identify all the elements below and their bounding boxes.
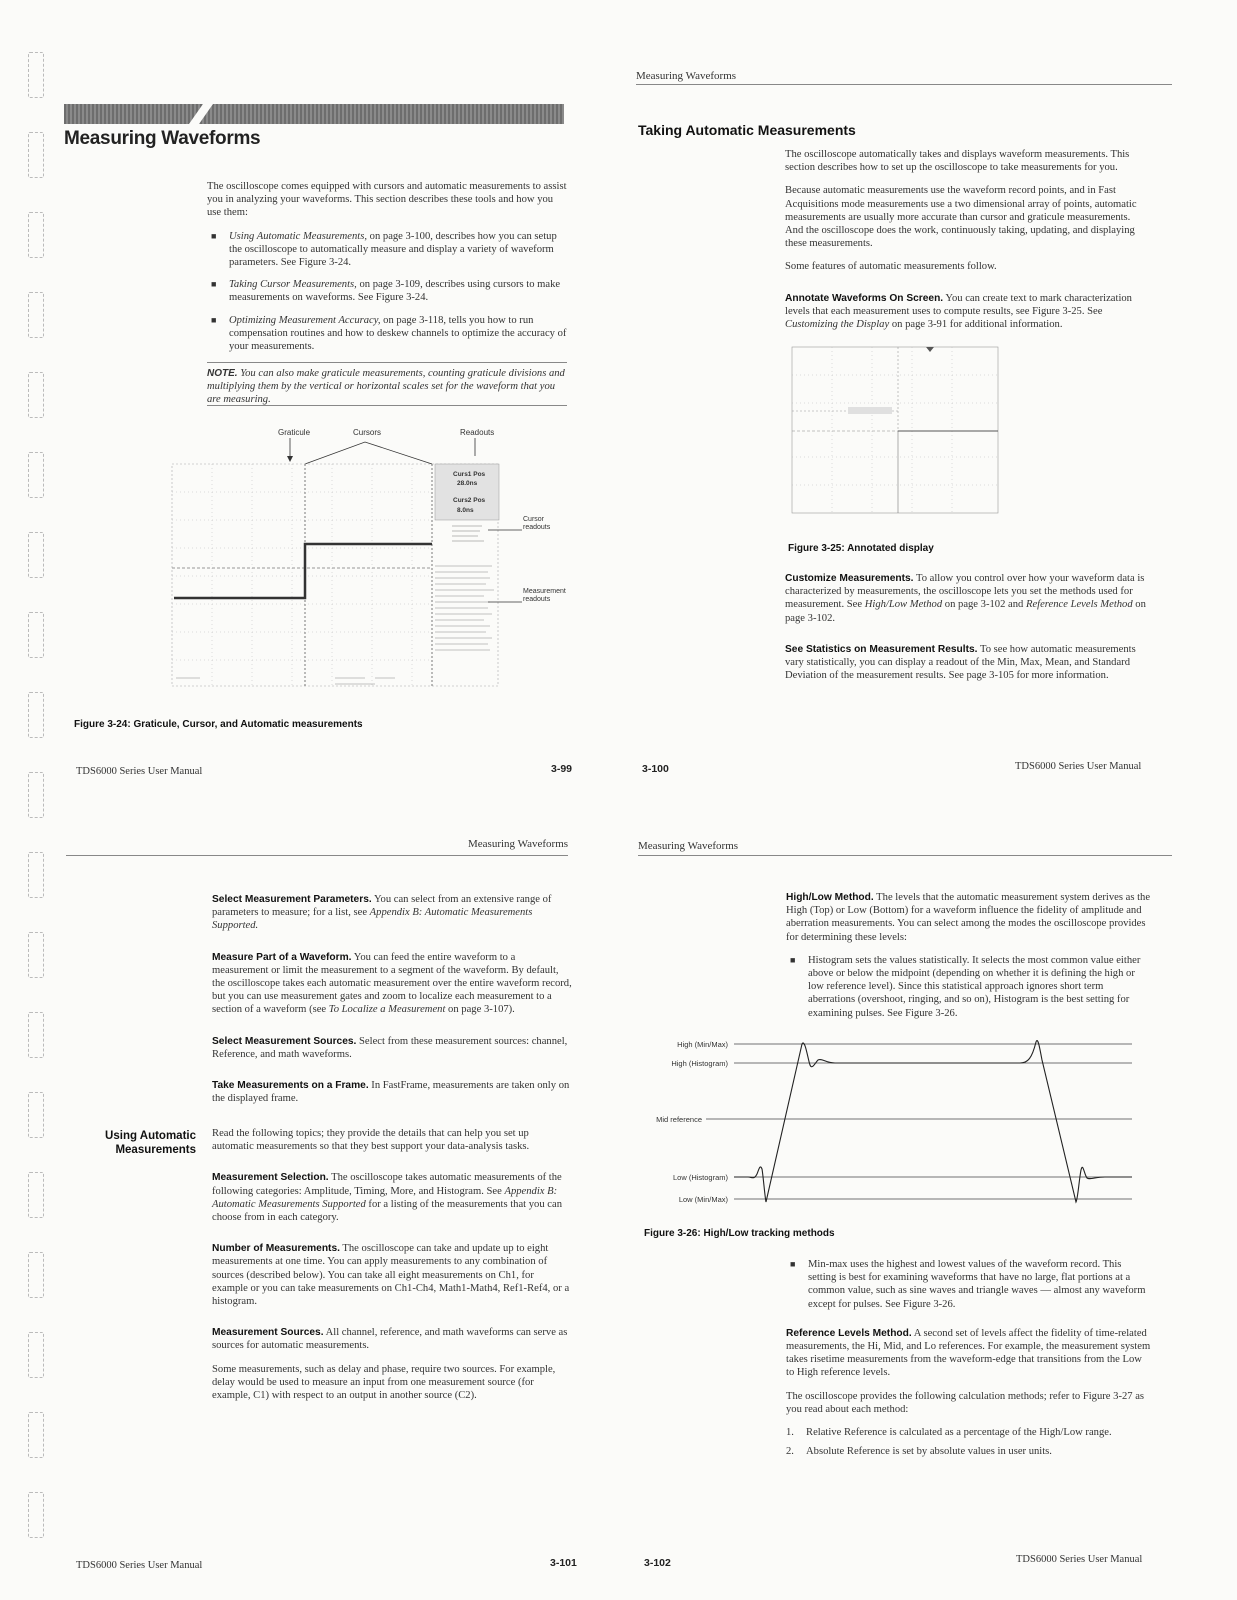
figure-3-24 bbox=[170, 420, 566, 695]
side-heading bbox=[96, 1129, 196, 1157]
run-in-heading: High/Low Method. bbox=[786, 892, 874, 903]
paragraph-text: The oscilloscope takes automatic measurements of the following categories: Amplitude, Timing, More, and Histogram. See bbox=[212, 1172, 562, 1197]
bullet-text: Min-max uses the highest and lowest values of the waveform record. This setting is best for examining waveforms that have no large, flat portions at a common value, such as sine waves and triangle waves — almost any waveform except for pulses. See Figure 3-26. bbox=[808, 1259, 1146, 1310]
run-in-heading: Annotate Waveforms On Screen. bbox=[785, 292, 944, 304]
paragraph: Because automatic measurements use the waveform record points, and in Fast Acquisitions mode measurements use a two dimensional array of points, automatic measurements are usually more accurate than cursor and graticule measurements. And the oscilloscope does the work, continuously taking, updating, and displaying these measurements. bbox=[785, 185, 1137, 250]
customize-paragraph bbox=[785, 572, 1150, 625]
text-column-lower bbox=[786, 1258, 1151, 1464]
intro-block bbox=[207, 180, 567, 362]
paragraph-text: A second set of levels affect the fidelity of time-related measurements, the Hi, Mid, and Lo references. For example, the measurement system takes risetime measurements from the waveform-edge that transitions from the Low to High reference levels. bbox=[786, 1327, 1151, 1379]
binder-hole bbox=[28, 532, 44, 578]
measure-part-paragraph bbox=[212, 951, 572, 1017]
page-number: 3-100 bbox=[642, 763, 669, 775]
bullet-link-title: Optimizing Measurement Accuracy, bbox=[229, 314, 381, 326]
cross-reference: To Localize a Measurement bbox=[328, 1004, 446, 1016]
text-column-lower bbox=[212, 1127, 572, 1402]
footer-manual-title: TDS6000 Series User Manual bbox=[1016, 1554, 1143, 1565]
paragraph-text: To see how automatic measurements vary statistically, you can display a readout of the Min, Max, Mean, and Standard Deviation of the measurement results. See page 3-105 for more information. bbox=[785, 643, 1136, 682]
section-title: Measuring Waveforms bbox=[64, 128, 261, 149]
binder-hole bbox=[28, 372, 44, 418]
run-in-heading: Reference Levels Method. bbox=[786, 1327, 912, 1339]
note-rule-top bbox=[207, 362, 567, 363]
binder-hole bbox=[28, 1092, 44, 1138]
select-sources-paragraph bbox=[212, 1035, 572, 1061]
label-mid-reference: Mid reference bbox=[656, 1115, 702, 1124]
label-cursor-readouts: Cursor readouts bbox=[523, 516, 551, 531]
note-text: You can also make graticule measurements, counting graticule divisions and multiplying them by the vertical or horizontal scales set for the waveform that you are measuring. bbox=[207, 368, 565, 406]
figure-caption: Figure 3-25: Annotated display bbox=[788, 543, 934, 554]
list-item: ■ Histogram sets the values statistically. It selects the most common value either above or below the midpoint (depending on whether it is defining the high or low reference level). Since this statistical approach ignores short term aberrations (overshoot, ringing, and so on), Histogram is the best setting for examining pulses. See Figure 3-26. bbox=[790, 954, 1141, 1019]
binder-hole bbox=[28, 612, 44, 658]
running-header: Measuring Waveforms bbox=[638, 840, 739, 852]
bullet-list bbox=[786, 1258, 1151, 1311]
label-low-minmax: Low (Min/Max) bbox=[678, 1195, 728, 1204]
page-number: 3-101 bbox=[550, 1557, 577, 1569]
cross-reference: Customizing the Display bbox=[785, 319, 890, 331]
run-in-heading: Measure Part of a Waveform. bbox=[212, 951, 352, 963]
footer-manual-title: TDS6000 Series User Manual bbox=[1015, 761, 1142, 772]
list-number: 2. bbox=[786, 1446, 794, 1458]
page-number: 3-99 bbox=[551, 763, 573, 775]
intro-paragraph: The oscilloscope comes equipped with cursors and automatic measurements to assist you in analyzing your waveforms. This section describes these tools and how you use them: bbox=[207, 181, 567, 219]
binder-hole bbox=[28, 852, 44, 898]
paragraph-text: You can select from an extensive range of parameters to measure; for a list, see bbox=[212, 894, 552, 919]
paragraph-text: In FastFrame, measurements are taken only on the displayed frame. bbox=[212, 1080, 570, 1105]
annotated-display-figure bbox=[790, 345, 1002, 517]
list-item: ■ Using Automatic Measurements, on page 3-100, describes how you can setup the oscilloscope to automatically measure and display a variety of waveform parameters. See Figure 3-24. bbox=[211, 230, 557, 269]
selection-paragraph bbox=[212, 1171, 572, 1224]
paragraph-text: All channel, reference, and math waveforms can serve as sources for automatic measurements. bbox=[212, 1327, 568, 1352]
section-title-bar bbox=[64, 104, 564, 124]
label-graticule: Graticule bbox=[278, 428, 311, 437]
bullet-text: Histogram sets the values statistically. It selects the most common value either above or below the midpoint (depending on whether it is defining the high or low reference level). Since this statistical approach ignores short term aberrations (overshoot, ringing, and so on), Histogram is the best setting for examining pulses. See Figure 3-26. bbox=[808, 954, 1141, 1019]
run-in-heading: Customize Measurements. bbox=[785, 573, 914, 584]
run-in-heading: Measurement Sources. bbox=[212, 1327, 324, 1339]
stats-paragraph bbox=[785, 643, 1150, 683]
figure-3-26 bbox=[640, 1030, 1140, 1210]
binder-hole bbox=[28, 772, 44, 818]
run-in-heading: See Statistics on Measurement Results. bbox=[785, 643, 978, 655]
list-item bbox=[786, 1426, 1151, 1439]
take-measurements-paragraph bbox=[212, 1079, 572, 1105]
calculation-paragraph: The oscilloscope provides the following calculation methods; refer to Figure 3-27 as you read about each method: bbox=[786, 1390, 1145, 1415]
run-in-heading: Measurement Selection. bbox=[212, 1172, 329, 1184]
list-item: ■ Taking Cursor Measurements, on page 3-109, describes using cursors to make measurements on waveforms. See Figure 3-24. bbox=[211, 279, 561, 304]
paragraph-text: The oscilloscope can take and update up to eight measurements at one time. You can apply measurements to any combination of sources (described below). You can take all eight measurements on Ch1, for example or you can take measurements on Ch1-Ch4, Math1-Math4, Ref1-Ref4, or a histogram. bbox=[212, 1243, 570, 1308]
figure-3-25 bbox=[790, 345, 1002, 517]
binder-hole bbox=[28, 212, 44, 258]
numbered-list bbox=[786, 1426, 1151, 1458]
graticule-figure bbox=[170, 420, 566, 695]
list-item: ■ Optimizing Measurement Accuracy, on page 3-118, tells you how to run compensation routines and how to deskew channels to optimize the accuracy of your measurements. bbox=[211, 314, 567, 353]
footer-manual-title: TDS6000 Series User Manual bbox=[76, 766, 203, 777]
paragraph-text: on page 3-102. bbox=[785, 599, 1146, 624]
bullet-text: on page 3-100, describes how you can setup the oscilloscope to automatically measure and display a variety of waveform parameters. See Figure 3-24. bbox=[229, 230, 557, 269]
run-in-heading: Number of Measurements. bbox=[212, 1243, 340, 1255]
using-paragraph: Read the following topics; they provide the details that can help you set up automatic measurements so that they best support your data-analysis tasks. bbox=[212, 1128, 530, 1153]
paragraph-text: You can feed the entire waveform to a measurement or limit the measurement to a segment of the waveform. By default, the oscilloscope takes each automatic measurement over the entire waveform record, but you can use measurement gates and zoom to localize each measurement to a section of a waveform (see bbox=[212, 951, 572, 1016]
bullet-link-title: Using Automatic Measurements, bbox=[229, 230, 367, 242]
sources-paragraph bbox=[212, 1326, 572, 1352]
paragraph-text: You can create text to mark characterization levels that each measurement uses to compute results, see Figure 3-25. See bbox=[785, 292, 1132, 317]
list-text: Relative Reference is calculated as a percentage of the High/Low range. bbox=[806, 1427, 1112, 1439]
curs2-label: Curs2 Pos bbox=[453, 497, 486, 504]
section-heading: Taking Automatic Measurements bbox=[638, 122, 856, 138]
bullet-list bbox=[786, 954, 1151, 1020]
label-high-histogram: High (Histogram) bbox=[671, 1059, 728, 1068]
label-cursors: Cursors bbox=[353, 428, 382, 437]
bullet-text: on page 3-109, describes using cursors to make measurements on waveforms. See Figure 3-24. bbox=[229, 279, 561, 304]
cross-reference: Appendix B: Automatic Measurements Supported. bbox=[212, 907, 533, 932]
binder-hole bbox=[28, 1332, 44, 1378]
note-rule-bottom bbox=[207, 405, 567, 406]
text-column bbox=[212, 893, 572, 1105]
paragraph-text: To allow you control over how your waveform data is characterized by measurements, the oscilloscope lets you set the methods used for measurement. See bbox=[785, 573, 1145, 611]
label-high-minmax: High (Min/Max) bbox=[677, 1040, 728, 1049]
paragraph-text: on page 3-91 for additional information. bbox=[889, 319, 1063, 331]
number-paragraph bbox=[212, 1242, 572, 1308]
binder-hole bbox=[28, 692, 44, 738]
select-parameters-paragraph bbox=[212, 893, 572, 933]
text-column-lower bbox=[785, 572, 1150, 682]
label-measurement-readouts: Measurement readouts bbox=[523, 588, 566, 603]
run-in-heading: Take Measurements on a Frame. bbox=[212, 1080, 369, 1092]
list-number: 1. bbox=[786, 1427, 794, 1439]
cross-reference: Appendix B: Automatic Measurements Supported bbox=[212, 1185, 558, 1210]
paragraph: Some features of automatic measurements follow. bbox=[785, 261, 997, 273]
annotate-paragraph bbox=[785, 292, 1150, 332]
paragraph-text: Select from these measurement sources: channel, Reference, and math waveforms. bbox=[212, 1035, 568, 1060]
sources-paragraph-2: Some measurements, such as delay and phase, require two sources. For example, delay would be used to measure an input from one measurement source (for example, C1) with respect to an output in another source (C2). bbox=[212, 1363, 556, 1402]
high-low-paragraph bbox=[786, 891, 1151, 944]
side-heading-line: Measurements bbox=[115, 1144, 196, 1156]
list-item: ■ Min-max uses the highest and lowest values of the waveform record. This setting is best for examining waveforms that have no large, flat portions at a common value, such as sine waves and triangle waves — almost any waveform except for pulses. See Figure 3-26. bbox=[790, 1259, 1146, 1310]
high-low-tracking-figure bbox=[640, 1030, 1140, 1210]
run-in-heading: Select Measurement Sources. bbox=[212, 1035, 357, 1047]
binder-hole bbox=[28, 1252, 44, 1298]
binder-hole bbox=[28, 1492, 44, 1538]
curs2-value: 8.0ns bbox=[457, 507, 474, 514]
reference-levels-paragraph bbox=[786, 1327, 1151, 1380]
figure-caption: Figure 3-26: High/Low tracking methods bbox=[644, 1228, 835, 1239]
binder-hole bbox=[28, 132, 44, 178]
text-column bbox=[785, 148, 1150, 331]
bullet-list bbox=[207, 230, 567, 354]
bullet-text: on page 3-118, tells you how to run compensation routines and how to deskew channels to optimize the accuracy of your measurements. bbox=[229, 314, 567, 353]
paragraph-text: for a listing of the measurements that you can choose from in each category. bbox=[212, 1198, 563, 1224]
header-rule bbox=[66, 855, 568, 856]
header-rule bbox=[636, 84, 1172, 85]
paragraph-text: on page 3-102 and bbox=[942, 599, 1026, 611]
paragraph: The oscilloscope automatically takes and displays waveform measurements. This section describes how to set up the oscilloscope to take measurements for you. bbox=[785, 149, 1130, 174]
page-number: 3-102 bbox=[644, 1557, 671, 1569]
binder-hole bbox=[28, 1172, 44, 1218]
list-text: Absolute Reference is set by absolute values in user units. bbox=[806, 1446, 1052, 1458]
binder-hole bbox=[28, 452, 44, 498]
running-header: Measuring Waveforms bbox=[468, 838, 569, 850]
binder-hole bbox=[28, 292, 44, 338]
binder-hole bbox=[28, 52, 44, 98]
binder-hole bbox=[28, 932, 44, 978]
paragraph-text: on page 3-107). bbox=[445, 1004, 515, 1016]
label-low-histogram: Low (Histogram) bbox=[672, 1173, 728, 1182]
figure-caption: Figure 3-24: Graticule, Cursor, and Automatic measurements bbox=[74, 719, 363, 730]
side-heading-line: Using Automatic bbox=[105, 1130, 196, 1142]
note-block bbox=[207, 367, 567, 407]
paragraph-text: The levels that the automatic measurement system derives as the High (Top) or Low (Bottom) for a waveform influence the fidelity of amplitude and aberration measurements. You can select among the modes the oscilloscope provides for determining these levels: bbox=[786, 892, 1151, 943]
label-readouts: Readouts bbox=[460, 428, 495, 437]
list-item bbox=[786, 1445, 1151, 1458]
running-header: Measuring Waveforms bbox=[636, 70, 737, 82]
cross-reference: Reference Levels Method bbox=[1025, 599, 1133, 611]
footer-manual-title: TDS6000 Series User Manual bbox=[76, 1560, 203, 1571]
curs1-value: 28.0ns bbox=[457, 480, 478, 487]
note-label: NOTE. bbox=[207, 368, 238, 379]
curs1-label: Curs1 Pos bbox=[453, 471, 486, 478]
run-in-heading: Select Measurement Parameters. bbox=[212, 894, 372, 905]
binder-hole bbox=[28, 1012, 44, 1058]
bullet-link-title: Taking Cursor Measurements, bbox=[229, 279, 357, 291]
cross-reference: High/Low Method bbox=[864, 599, 943, 611]
header-rule bbox=[638, 855, 1172, 856]
binder-hole bbox=[28, 1412, 44, 1458]
text-column bbox=[786, 891, 1151, 1029]
